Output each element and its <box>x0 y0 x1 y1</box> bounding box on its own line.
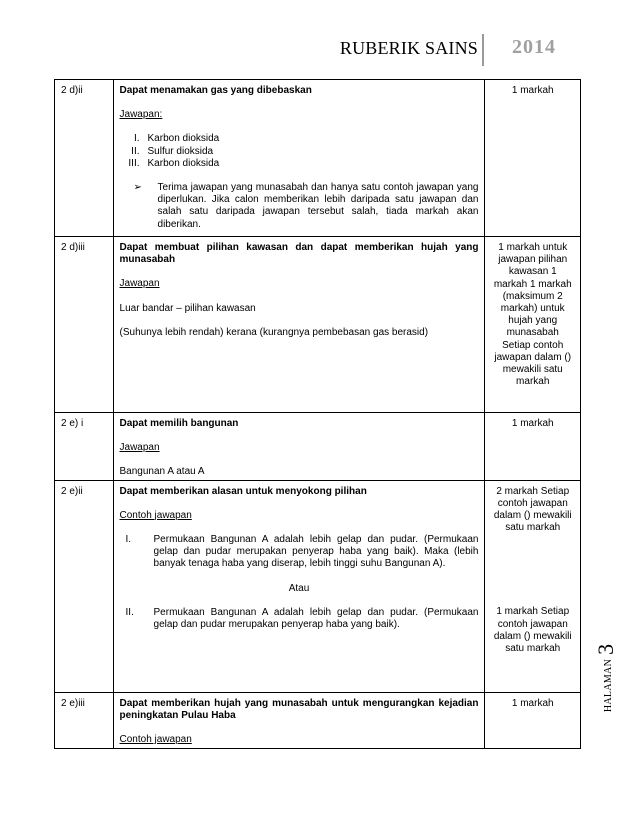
note-item <box>134 182 479 231</box>
question-code: 2 e)ii <box>55 480 114 692</box>
criteria-heading: Dapat memberikan hujah yang munasabah untuk mengurangkan kejadian peningkatan Pulau Haba <box>119 697 479 721</box>
mark-cell: 1 markah untuk jawapan pilihan kawasan 1 markah 1 markah (maksimum 2 markah) untuk hujah yang munasabah Setiap contoh jawapan dalam () mewakili satu markah <box>485 237 581 413</box>
header-year: 2014 <box>512 36 556 58</box>
mark-text: 1 markah Setiap contoh jawapan dalam () mewakili satu markah <box>493 606 572 655</box>
criteria-heading: Dapat memilih bangunan <box>119 418 239 429</box>
answer-label: Contoh jawapan <box>119 509 192 521</box>
list-item: III. Karbon dioksida <box>128 157 220 169</box>
list-item: II. Sulfur dioksida <box>131 145 214 157</box>
mark-cell: 1 markah <box>485 413 581 481</box>
table-row <box>55 480 581 692</box>
note-text: Terima jawapan yang munasabah dan hanya satu contoh jawapan yang diperlukan. Jika calon memberikan lebih daripada satu jawapan dan salah satu daripada jawapan tersebut salah, tiada markah akan diberikan. <box>157 182 479 230</box>
question-code: 2 d)iii <box>55 237 114 413</box>
criteria-cell <box>113 413 485 481</box>
criteria-heading: Dapat membuat pilihan kawasan dan dapat memberikan hujah yang munasabah <box>119 242 479 266</box>
question-code: 2 e) i <box>55 413 114 481</box>
header-divider <box>482 34 484 66</box>
answer-text: Bangunan A atau A <box>119 466 205 478</box>
page-number: 3 <box>593 643 618 655</box>
question-code: 2 e)iii <box>55 692 114 748</box>
answer-label: Jawapan <box>119 278 160 290</box>
table-row <box>55 692 581 748</box>
rubric-table <box>54 79 581 749</box>
answer-label: Contoh jawapan <box>119 734 192 746</box>
criteria-cell <box>113 237 485 413</box>
answer-text: (Suhunya lebih rendah) kerana (kurangnya pembebasan gas berasid) <box>119 326 429 338</box>
mark-cell: 1 markah <box>485 692 581 748</box>
example-text: Permukaan Bangunan A adalah lebih gelap dan pudar. (Permukaan gelap dan pudar merupakan penyerap haba yang baik). Maka (lebih banyak tenaga haba yang diserap, lebih tinggi suhu Bangunan A). <box>153 534 479 570</box>
question-code: 2 d)ii <box>55 80 114 237</box>
example-text: Permukaan Bangunan A adalah lebih gelap dan pudar. (Permukaan gelap dan pudar merupakan penyerap haba yang baik). <box>153 606 479 631</box>
criteria-cell <box>113 80 485 237</box>
or-separator: Atau <box>288 582 310 594</box>
list-item: I. Karbon dioksida <box>133 133 220 145</box>
answer-text: Luar bandar – pilihan kawasan <box>119 302 256 314</box>
example-item: II. Permukaan Bangunan A adalah lebih gelap dan pudar. (Permukaan gelap dan pudar merupakan penyerap haba yang baik). <box>125 606 479 631</box>
table-row <box>55 80 581 237</box>
mark-cell <box>485 480 581 692</box>
criteria-cell <box>113 692 485 748</box>
criteria-heading: Dapat memberikan alasan untuk menyokong pilihan <box>119 485 367 497</box>
arrow-bullet-icon: ➢ <box>133 182 142 194</box>
criteria-cell <box>113 480 485 692</box>
mark-text: 2 markah Setiap contoh jawapan dalam () mewakili satu markah <box>493 485 572 534</box>
table-row <box>55 237 581 413</box>
answer-label: Jawapan <box>119 442 160 454</box>
page-number-side <box>593 632 618 724</box>
table-row <box>55 413 581 481</box>
header-title: RUBERIK SAINS <box>339 38 478 58</box>
answer-label: Jawapan: <box>119 109 163 121</box>
mark-cell: 1 markah <box>485 80 581 237</box>
page-label: HALAMAN <box>603 658 614 713</box>
criteria-heading: Dapat menamakan gas yang dibebaskan <box>119 85 312 96</box>
example-item: I. Permukaan Bangunan A adalah lebih gelap dan pudar. (Permukaan gelap dan pudar merupakan penyerap haba yang baik). Maka (lebih banyak tenaga haba yang diserap, lebih tinggi suhu Bangunan A). <box>125 534 479 570</box>
